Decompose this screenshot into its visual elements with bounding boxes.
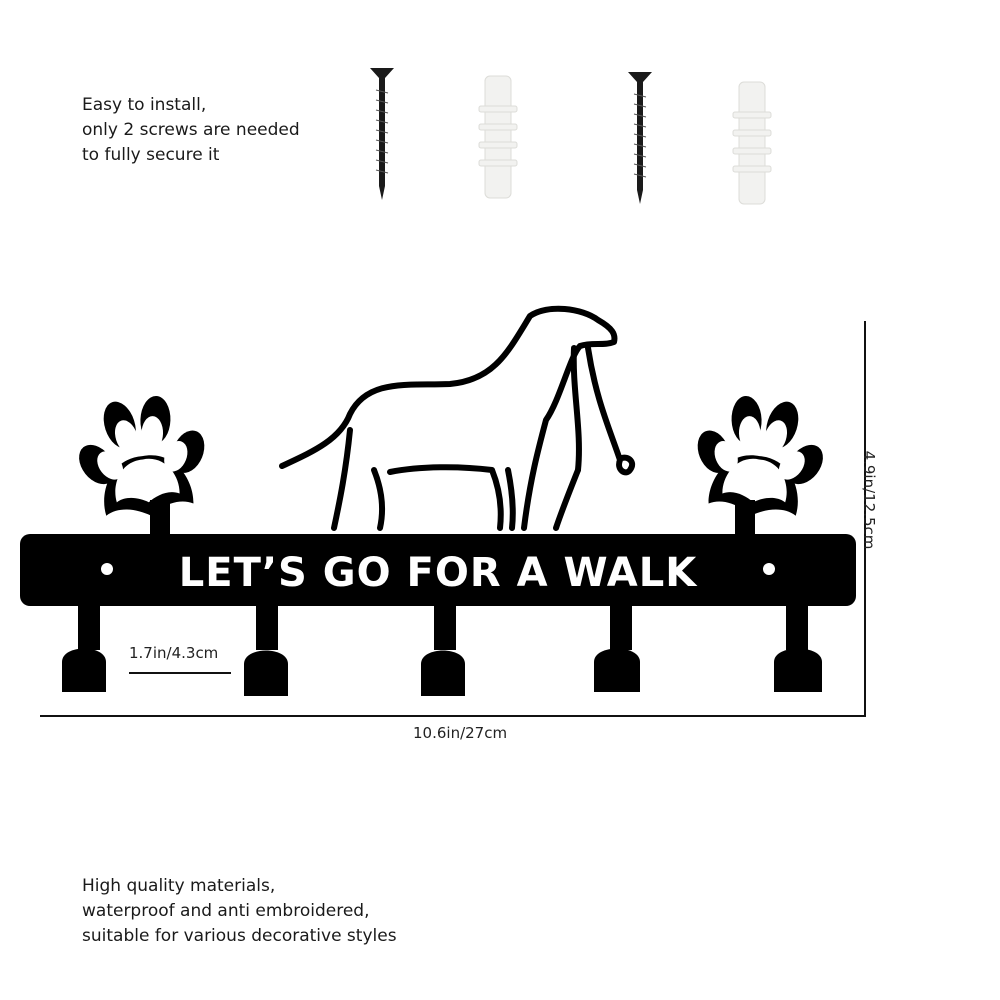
height-dimension-label: 4.9in/12.5cm [860, 450, 878, 550]
hook-1 [62, 604, 106, 692]
wall-anchor-right [733, 82, 771, 204]
hook-3 [421, 604, 465, 696]
mounting-hole-left [101, 563, 113, 575]
paw-right [682, 387, 837, 526]
screw-left [370, 68, 394, 200]
hook-4 [594, 604, 640, 692]
hook-2 [244, 604, 288, 696]
materials-caption-line-2: waterproof and anti embroidered, [82, 901, 370, 921]
mounting-hole-right [763, 563, 775, 575]
install-caption-line-2: only 2 screws are needed [82, 120, 300, 140]
rack-slogan: LET’S GO FOR A WALK [178, 550, 698, 596]
install-caption-line-3: to fully secure it [82, 145, 220, 165]
hook-spacing-label: 1.7in/4.3cm [129, 644, 219, 662]
materials-caption [82, 874, 397, 949]
hook-5 [774, 604, 822, 692]
install-caption-line-1: Easy to install, [82, 95, 207, 115]
dog-silhouette [282, 309, 632, 528]
hardware-set [370, 68, 771, 204]
width-dimension-label: 10.6in/27cm [413, 724, 508, 742]
screw-right [628, 72, 652, 204]
wall-anchor-left [479, 76, 517, 198]
key-rack [20, 309, 856, 696]
materials-caption-line-3: suitable for various decorative styles [82, 926, 397, 946]
paw-left [65, 387, 220, 526]
width-dimension-line [40, 715, 866, 717]
hook-spacing-line [129, 672, 231, 674]
materials-caption-line-1: High quality materials, [82, 876, 276, 896]
